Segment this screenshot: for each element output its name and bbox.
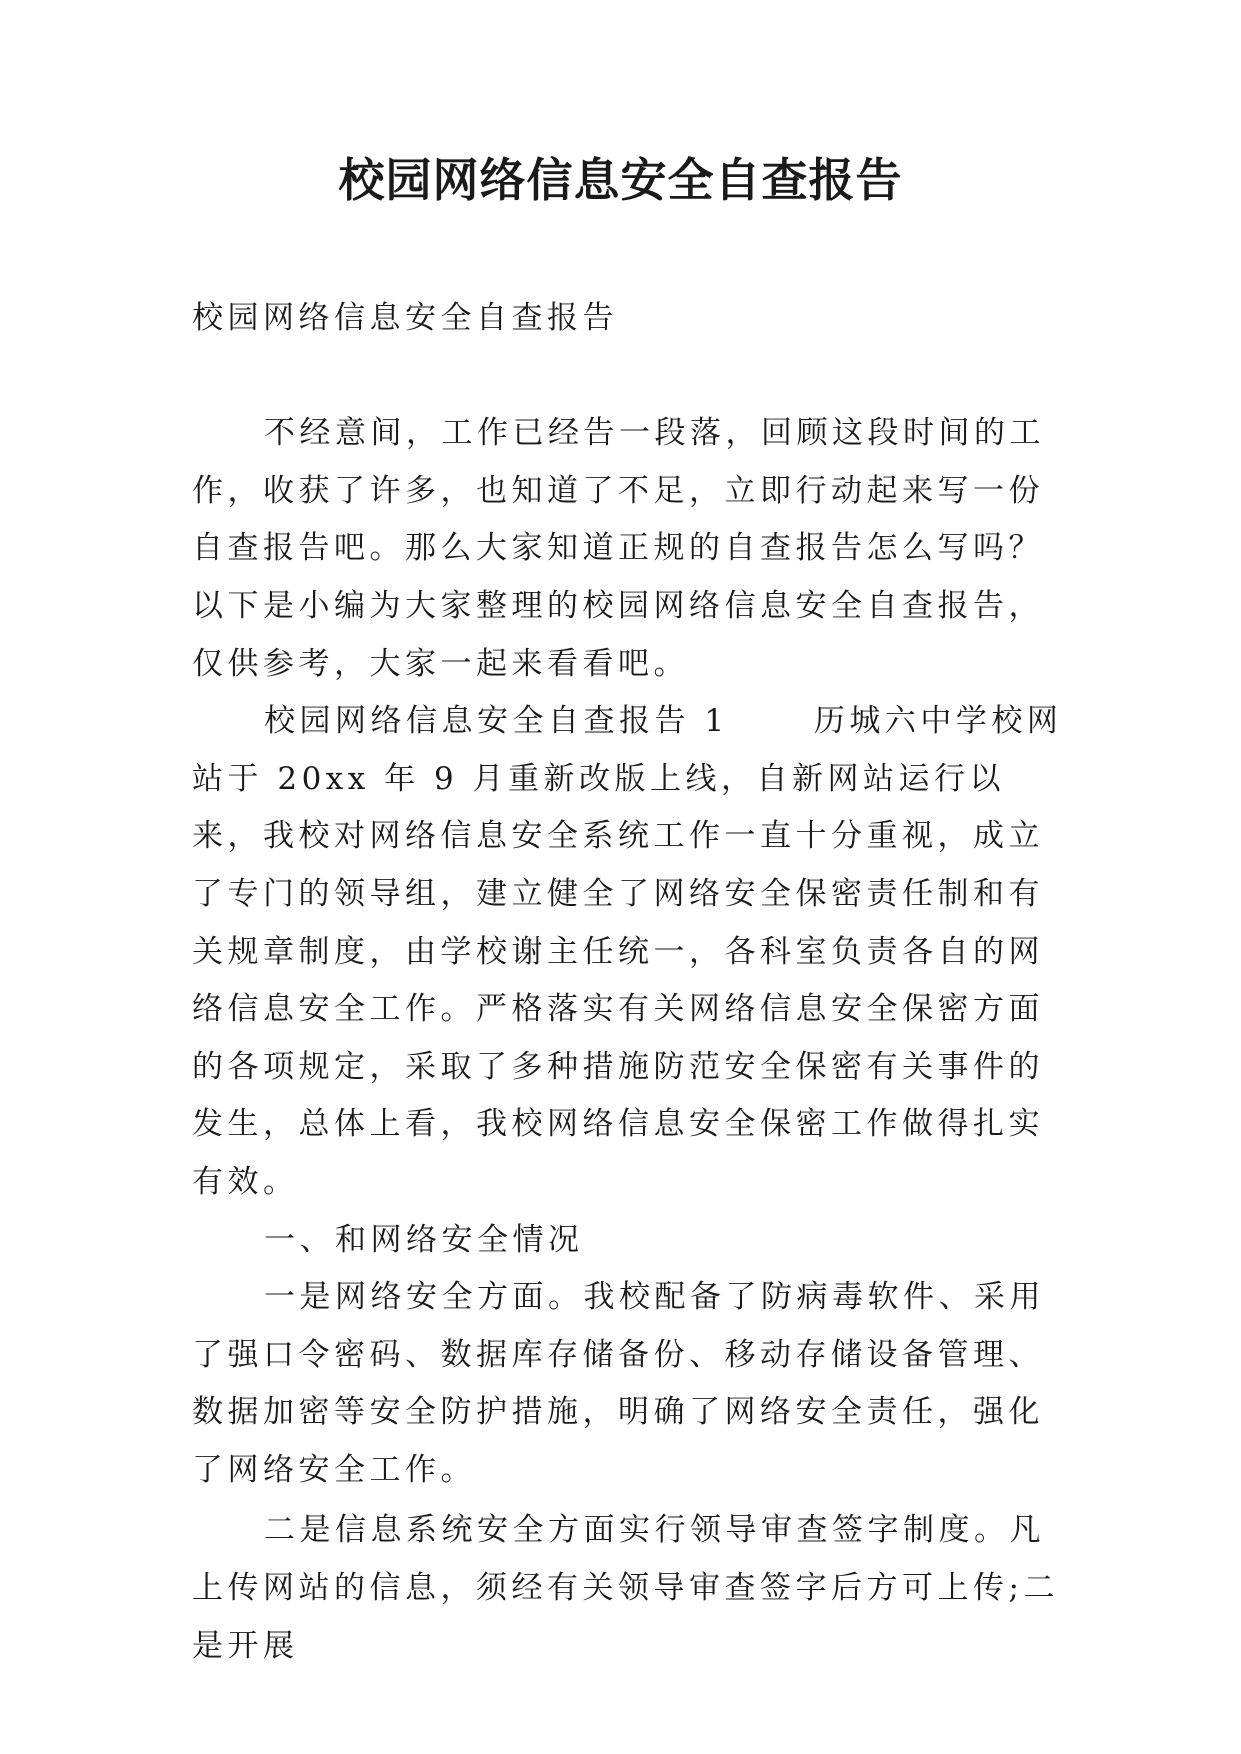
document-body (192, 290, 1072, 1675)
document-subtitle: 校园网络信息安全自查报告 (192, 300, 618, 336)
document-title: 校园网络信息安全自查报告 (338, 153, 903, 207)
section-heading-network-security: 一、和网络安全情况 (264, 1221, 584, 1258)
paragraph-network-security: 一是网络安全方面。我校配备了防病毒软件、采用了强口令密码、数据库存储备份、移动存储设备管理、数据加密等安全防护措施，明确了网络安全责任，强化了网络安全工作。 (192, 1279, 1045, 1488)
paragraph-information-system-security: 二是信息系统安全方面实行领导审查签字制度。凡上传网站的信息，须经有关领导审查签字后方可上传;二是开展 (192, 1512, 1059, 1664)
paragraph-report-1: 校园网络信息安全自查报告 1 历城六中学校网站于 20xx 年 9 月重新改版上线，自新网站运行以来，我校对网络信息安全系统工作一直十分重视，成立了专门的领导组，建立健全了网络安全保密责任制和有关规章制度，由学校谢主任统一，各科室负责各自的网络信息安全工作。严格落实有关网络信息安全保密方面的各项规定，采取了多种措施防范安全保密有关事件的发生，总体上看，我校网络信息安全保密工作做得扎实有效。 (192, 703, 1063, 1200)
paragraph-intro: 不经意间，工作已经告一段落，回顾这段时间的工作，收获了许多，也知道了不足，立即行动起来写一份自查报告吧。那么大家知道正规的自查报告怎么写吗？以下是小编为大家整理的校园网络信息安全自查报告，仅供参考，大家一起来看看吧。 (192, 415, 1045, 682)
